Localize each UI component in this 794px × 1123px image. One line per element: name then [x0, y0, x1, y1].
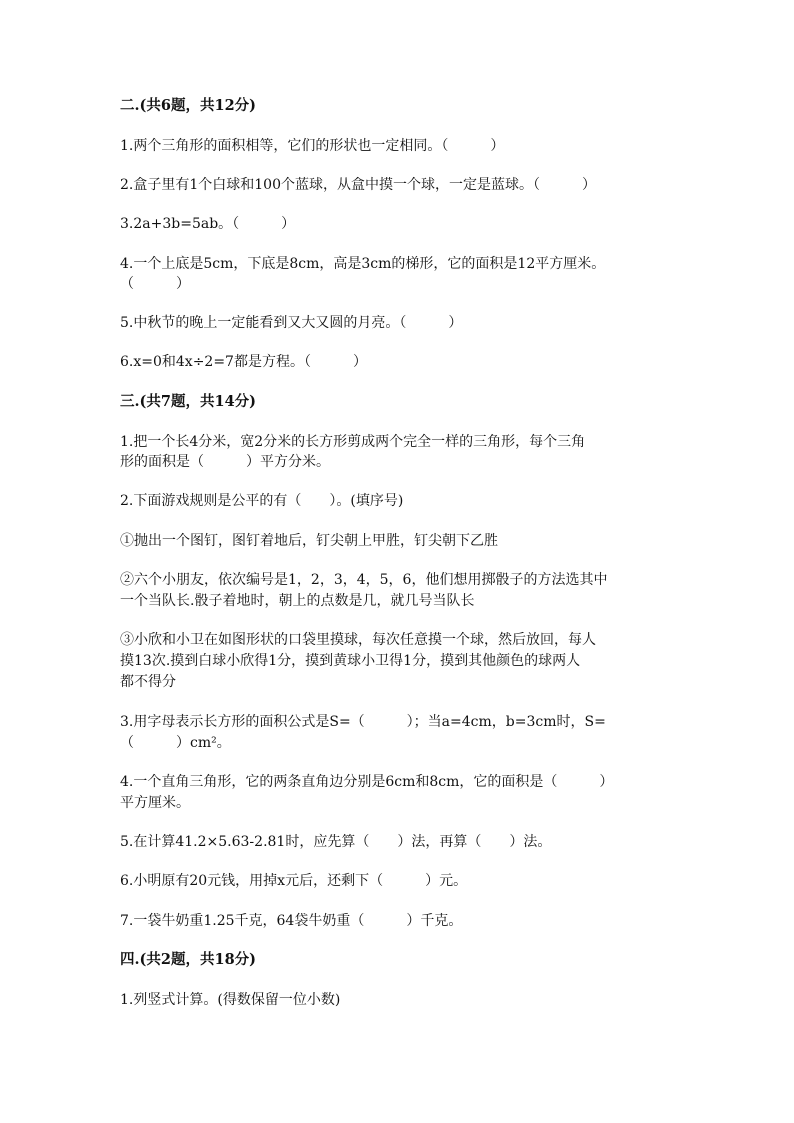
question-2-4-line-1: 4.一个上底是5cm，下底是8cm，高是3cm的梯形，它的面积是12平方厘米。 — [120, 256, 606, 272]
question-3-2-option-3-line-3: 都不得分 — [120, 674, 176, 690]
question-3-2-option-2-line-2: 一个当队长.骰子着地时，朝上的点数是几，就几号当队长 — [120, 593, 475, 609]
question-2-4-line-2: （ ） — [120, 276, 190, 292]
question-3-4-line-1: 4.一个直角三角形，它的两条直角边分别是6cm和8cm，它的面积是（ ） — [120, 774, 614, 790]
question-3-2-option-3-line-1: ③小欣和小卫在如图形状的口袋里摸球，每次任意摸一个球，然后放回，每人 — [120, 632, 596, 648]
question-2-3: 3.2a+3b=5ab。（ ） — [120, 216, 296, 232]
question-3-3-line-1: 3.用字母表示长方形的面积公式是S=（ ）；当a=4cm，b=3cm时，S= — [120, 714, 606, 730]
question-3-7: 7.一袋牛奶重1.25千克，64袋牛奶重（ ）千克。 — [120, 913, 463, 929]
question-2-1: 1.两个三角形的面积相等，它们的形状也一定相同。（ ） — [120, 138, 505, 154]
section-heading-3: 三.(共7题，共14分) — [120, 393, 257, 410]
question-3-1-line-1: 1.把一个长4分米，宽2分米的长方形剪成两个完全一样的三角形，每个三角 — [120, 434, 586, 450]
section-heading-2: 二.(共6题，共12分) — [120, 97, 257, 114]
question-3-2-option-2-line-1: ②六个小朋友，依次编号是1，2，3，4，5，6，他们想用掷骰子的方法选其中 — [120, 572, 608, 588]
question-2-2: 2.盒子里有1个白球和100个蓝球，从盒中摸一个球，一定是蓝球。（ ） — [120, 177, 596, 193]
question-3-6: 6.小明原有20元钱，用掉x元后，还剩下（ ）元。 — [120, 873, 468, 889]
question-3-3-line-2: （ ）cm²。 — [120, 735, 231, 751]
question-3-1-line-2: 形的面积是（ ）平方分米。 — [120, 454, 330, 470]
question-2-5: 5.中秋节的晚上一定能看到又大又圆的月亮。（ ） — [120, 315, 463, 331]
question-4-1: 1.列竖式计算。(得数保留一位小数) — [120, 992, 341, 1008]
question-2-6: 6.x=0和4x÷2=7都是方程。（ ） — [120, 354, 367, 370]
question-3-2: 2.下面游戏规则是公平的有（ ）。(填序号) — [120, 493, 404, 509]
section-heading-4: 四.(共2题，共18分) — [120, 951, 257, 968]
question-3-2-option-3-line-2: 摸13次.摸到白球小欣得1分，摸到黄球小卫得1分，摸到其他颜色的球两人 — [120, 653, 581, 669]
question-3-2-option-1: ①抛出一个图钉，图钉着地后，钉尖朝上甲胜，钉尖朝下乙胜 — [120, 533, 498, 549]
question-3-5: 5.在计算41.2×5.63-2.81时，应先算（ ）法，再算（ ）法。 — [120, 834, 552, 850]
question-3-4-line-2: 平方厘米。 — [120, 795, 190, 811]
